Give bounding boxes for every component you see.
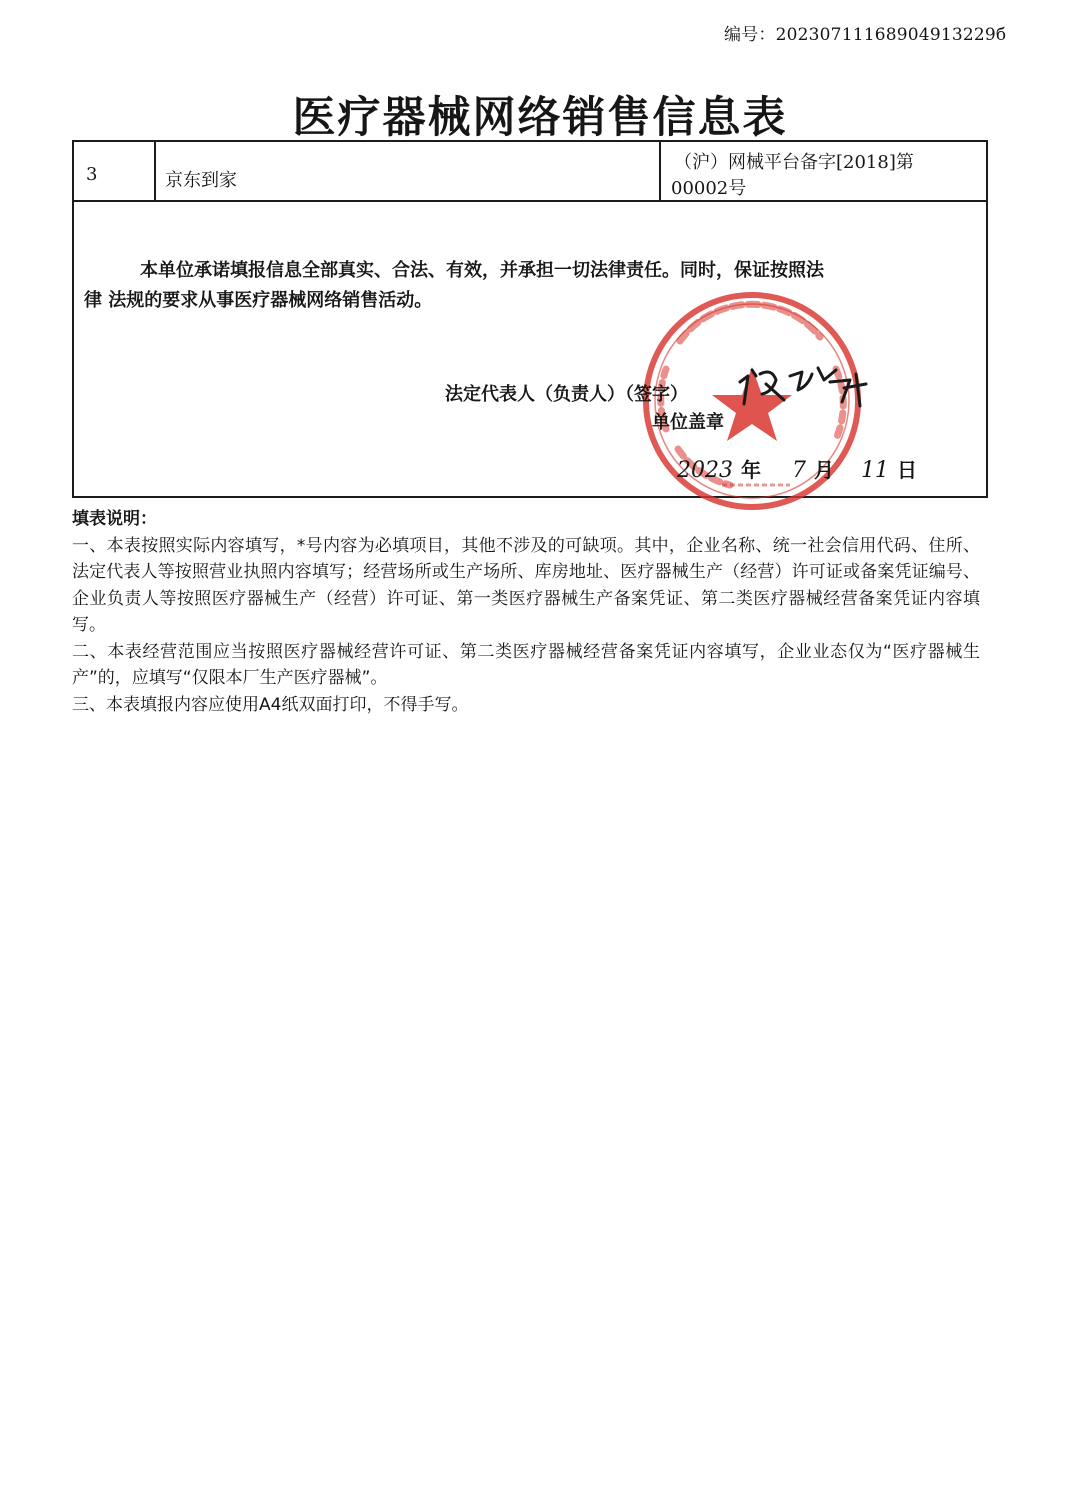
date-year: 2023 bbox=[677, 458, 733, 483]
row-index: 3 bbox=[86, 164, 98, 185]
date-day-unit: 日 bbox=[896, 458, 917, 482]
instruction-item-3: 三、本表填报内容应使用A4纸双面打印，不得手写。 bbox=[72, 694, 469, 715]
date-day: 11 bbox=[860, 458, 889, 483]
commitment-line-1: 本单位承诺填报信息全部真实、合法、有效，并承担一切法律责任。同时，保证按照法 bbox=[140, 260, 824, 281]
date-year-unit: 年 bbox=[741, 458, 761, 482]
form-serial-number: 编号：20230711168904913229б bbox=[724, 25, 1007, 45]
filling-instructions bbox=[72, 506, 980, 718]
page-title: 医疗器械网络销售信息表 bbox=[292, 93, 788, 143]
column-divider bbox=[659, 142, 661, 200]
date-month: 7 bbox=[791, 458, 806, 483]
platform-name: 京东到家 bbox=[165, 170, 237, 191]
commitment-line-2: 律 法规的要求从事医疗器械网络销售活动。 bbox=[84, 290, 433, 311]
instructions-title: 填表说明： bbox=[72, 509, 157, 529]
platform-record-number-line1: （沪）网械平台备字[2018]第 bbox=[674, 152, 914, 173]
date-month-unit: 月 bbox=[813, 458, 834, 482]
instruction-item-2: 二、本表经营范围应当按照医疗器械经营许可证、第二类医疗器械经营备案凭证内容填写，企业业态仅为“医疗器械生产”的，应填写“仅限本厂生产医疗器械”。 bbox=[72, 641, 980, 688]
column-divider bbox=[154, 142, 156, 200]
instruction-item-1: 一、本表按照实际内容填写，*号内容为必填项目，其他不涉及的可缺项。其中，企业名称、统一社会信用代码、住所、法定代表人等按照营业执照内容填写；经营场所或生产场所、库房地址、医疗器械生产（经营）许可证或备案凭证编号、企业负责人等按照医疗器械生产（经营）许可证、第一类医疗器械生产备案凭证、第二类医疗器械经营备案凭证内容填写。 bbox=[72, 535, 980, 635]
platform-record-number-line2: 00002号 bbox=[671, 178, 747, 199]
legal-representative-label: 法定代表人（负责人）（签字） bbox=[445, 384, 688, 405]
unit-seal-label: 单位盖章 bbox=[652, 412, 724, 433]
row-divider bbox=[74, 200, 986, 202]
signing-date bbox=[669, 454, 917, 483]
handwritten-signature bbox=[732, 360, 882, 410]
info-table bbox=[72, 140, 988, 498]
